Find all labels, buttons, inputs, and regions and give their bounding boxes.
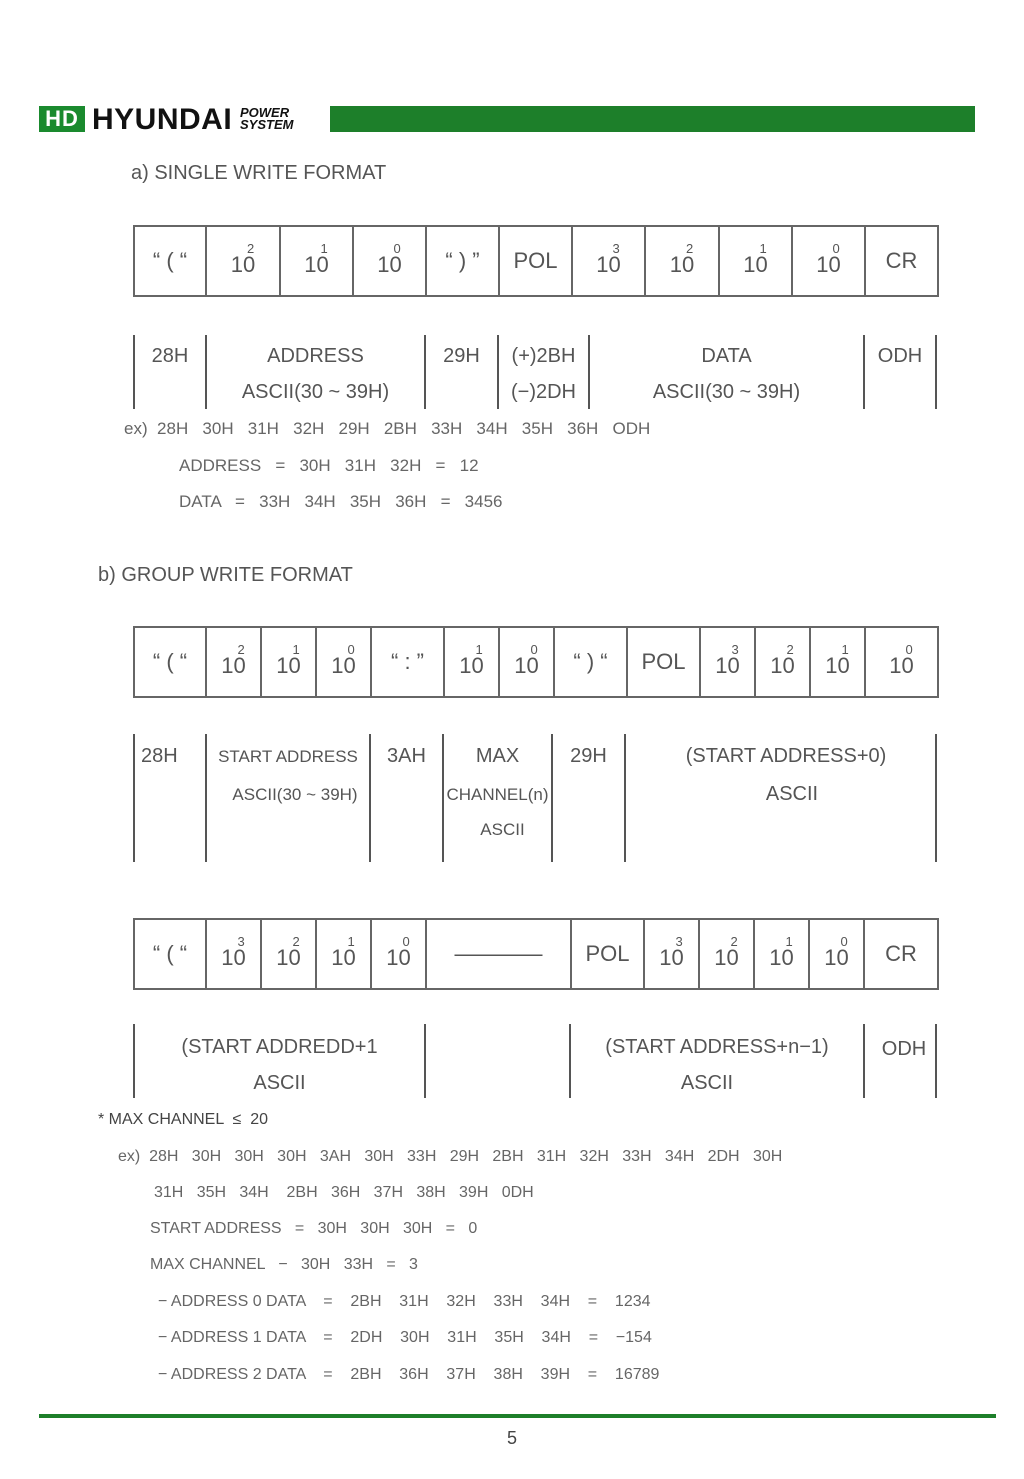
footer-line: [39, 1414, 996, 1418]
power-of-ten-cell: [572, 226, 645, 296]
format-row: [134, 919, 938, 989]
power-of-ten-cell: [280, 226, 353, 296]
base: 10: [889, 653, 914, 678]
symbol-cell: [499, 226, 572, 296]
base: 10: [221, 945, 246, 970]
cell-text: CR: [885, 941, 917, 966]
symbol-cell: [134, 226, 206, 296]
label-max: MAX: [475, 745, 520, 767]
symbol-cell: [554, 627, 627, 697]
power-of-ten-cell: [206, 919, 261, 989]
exponent: 2: [292, 934, 300, 949]
exponent: 1: [759, 241, 767, 256]
base: 10: [659, 945, 684, 970]
cell-text: “ ( “: [152, 248, 188, 273]
label-start0-ascii: ASCII: [765, 783, 819, 805]
power-of-ten-cell: [755, 627, 810, 697]
address-example: ADDRESS = 30H 31H 32H = 12: [179, 456, 479, 475]
label-startn-ascii: ASCII: [680, 1072, 734, 1094]
base: 10: [514, 653, 539, 678]
power-of-ten-cell: [810, 627, 865, 697]
exponent: 3: [612, 241, 620, 256]
example-line: ex) 28H 30H 31H 32H 29H 2BH 33H 34H 35H 36H ODH: [124, 419, 651, 438]
label-29h: 29H: [443, 345, 480, 367]
label-start-address: START ADDRESS: [218, 747, 358, 766]
power-of-ten-cell: [499, 627, 554, 697]
exponent: 2: [786, 642, 794, 657]
power-of-ten-cell: [754, 919, 809, 989]
base: 10: [824, 945, 849, 970]
section-b-title: b) GROUP WRITE FORMAT: [98, 564, 353, 586]
label-odh: ODH: [881, 1038, 927, 1060]
base: 10: [331, 945, 356, 970]
base: 10: [276, 945, 301, 970]
exponent: 0: [905, 642, 913, 657]
exponent: 2: [730, 934, 738, 949]
section-a-title: a) SINGLE WRITE FORMAT: [131, 162, 387, 184]
format-row: [134, 627, 938, 697]
label-minus-2dh: (−)2DH: [510, 381, 576, 403]
power-of-ten-cell: [700, 627, 755, 697]
address-2-data: − ADDRESS 2 DATA = 2BH 36H 37H 38H 39H = 16789: [158, 1366, 660, 1383]
base: 10: [276, 653, 301, 678]
exponent: 1: [841, 642, 849, 657]
label-start1-ascii: ASCII: [253, 1072, 306, 1094]
cell-text: POL: [513, 248, 558, 273]
cell-text: POL: [641, 649, 686, 674]
base: 10: [304, 252, 329, 277]
power-of-ten-cell: [206, 226, 280, 296]
symbol-cell: [426, 226, 499, 296]
exponent: 3: [237, 934, 245, 949]
symbol-cell: [371, 627, 444, 697]
format-row: [134, 226, 938, 296]
address-1-data: − ADDRESS 1 DATA = 2DH 30H 31H 35H 34H = −154: [158, 1329, 652, 1346]
symbol-cell: [571, 919, 644, 989]
power-of-ten-cell: [261, 919, 316, 989]
base: 10: [221, 653, 246, 678]
symbol-cell: [864, 919, 938, 989]
page-number: 5: [506, 1428, 517, 1448]
group-write-format-table: [133, 626, 939, 698]
label-odh: ODH: [877, 345, 923, 367]
power-of-ten-cell: [644, 919, 699, 989]
symbol-cell: [627, 627, 700, 697]
base: 10: [230, 252, 256, 277]
symbol-cell: [426, 919, 571, 989]
label-channel: CHANNEL(n): [446, 785, 549, 804]
divider: [424, 1024, 426, 1098]
base: 10: [825, 653, 850, 678]
base: 10: [714, 945, 739, 970]
label-ascii: ASCII: [480, 820, 525, 839]
brand-sub-power: POWER: [240, 105, 290, 120]
brand-name: HYUNDAI: [92, 103, 233, 136]
start-address-example: START ADDRESS = 30H 30H 30H = 0: [150, 1220, 478, 1237]
exponent: 3: [731, 642, 739, 657]
power-of-ten-cell: [206, 627, 261, 697]
base: 10: [596, 252, 621, 277]
power-of-ten-cell: [645, 226, 719, 296]
base: 10: [377, 252, 402, 277]
symbol-cell: [134, 919, 206, 989]
group-write-format-table-2: [133, 918, 939, 990]
symbol-cell: [134, 627, 206, 697]
power-of-ten-cell: [865, 627, 938, 697]
power-of-ten-cell: [699, 919, 754, 989]
base: 10: [743, 252, 768, 277]
label-plus-2bh: (+)2BH: [511, 345, 576, 367]
max-channel-note: * MAX CHANNEL ≤ 20: [98, 1111, 269, 1128]
hd-logo-box: HD: [39, 106, 85, 132]
label-address-ascii: ASCII(30 ~ 39H): [241, 381, 390, 403]
power-of-ten-cell: [809, 919, 864, 989]
group-example-line-1: ex) 28H 30H 30H 30H 3AH 30H 33H 29H 2BH 31H 32H 33H 34H 2DH 30H: [118, 1148, 783, 1165]
power-of-ten-cell: [353, 226, 426, 296]
cell-text: “ ( “: [152, 649, 188, 674]
label-29h: 29H: [570, 745, 607, 767]
exponent: 1: [475, 642, 483, 657]
label-data-ascii: ASCII(30 ~ 39H): [652, 381, 801, 403]
cell-text: CR: [885, 248, 918, 273]
exponent: 1: [347, 934, 355, 949]
cell-text: ————: [454, 941, 543, 966]
divider: [935, 335, 937, 409]
cell-text: “ : ”: [391, 649, 424, 674]
exponent: 0: [393, 241, 401, 256]
cell-text: “ ) “: [573, 649, 608, 674]
power-of-ten-cell: [792, 226, 865, 296]
base: 10: [459, 653, 484, 678]
power-of-ten-cell: [444, 627, 499, 697]
label-start-addredd-1: (START ADDREDD+1: [181, 1036, 378, 1058]
single-write-format-table: [133, 225, 939, 297]
brand-sub-system: SYSTEM: [240, 117, 294, 132]
exponent: 2: [237, 642, 245, 657]
exponent: 0: [832, 241, 840, 256]
exponent: 1: [292, 642, 300, 657]
divider: [935, 1024, 937, 1098]
cell-text: POL: [585, 941, 630, 966]
power-of-ten-cell: [719, 226, 792, 296]
exponent: 2: [247, 241, 255, 256]
address-0-data: − ADDRESS 0 DATA = 2BH 31H 32H 33H 34H = 1234: [158, 1293, 651, 1310]
base: 10: [715, 653, 740, 678]
base: 10: [669, 252, 695, 277]
label-3ah: 3AH: [387, 745, 426, 767]
exponent: 2: [686, 241, 694, 256]
exponent: 0: [402, 934, 410, 949]
cell-text: “ ) ”: [445, 248, 480, 273]
base: 10: [769, 945, 794, 970]
exponent: 0: [347, 642, 355, 657]
base: 10: [770, 653, 795, 678]
power-of-ten-cell: [371, 919, 426, 989]
group-example-line-2: 31H 35H 34H 2BH 36H 37H 38H 39H 0DH: [154, 1184, 534, 1201]
power-of-ten-cell: [261, 627, 316, 697]
power-of-ten-cell: [316, 627, 371, 697]
data-example: DATA = 33H 34H 35H 36H = 3456: [179, 492, 503, 511]
label-start-ascii: ASCII(30 ~ 39H): [232, 785, 358, 804]
base: 10: [816, 252, 841, 277]
power-of-ten-cell: [316, 919, 371, 989]
label-address: ADDRESS: [267, 345, 364, 367]
symbol-cell: [865, 226, 938, 296]
label-start-address-0: (START ADDRESS+0): [685, 745, 887, 767]
header-bar: [330, 106, 975, 132]
cell-text: “ ( “: [152, 941, 188, 966]
exponent: 0: [530, 642, 538, 657]
label-28h: 28H: [141, 745, 178, 767]
exponent: 0: [840, 934, 848, 949]
exponent: 3: [675, 934, 683, 949]
brand-subtitle: [240, 107, 293, 131]
base: 10: [331, 653, 356, 678]
label-28h: 28H: [151, 345, 189, 367]
label-start-address-n: (START ADDRESS+n−1): [605, 1036, 829, 1058]
label-data: DATA: [701, 345, 752, 367]
exponent: 1: [320, 241, 328, 256]
exponent: 1: [785, 934, 793, 949]
max-channel-example: MAX CHANNEL − 30H 33H = 3: [150, 1256, 418, 1273]
base: 10: [386, 945, 411, 970]
divider: [863, 1024, 865, 1098]
